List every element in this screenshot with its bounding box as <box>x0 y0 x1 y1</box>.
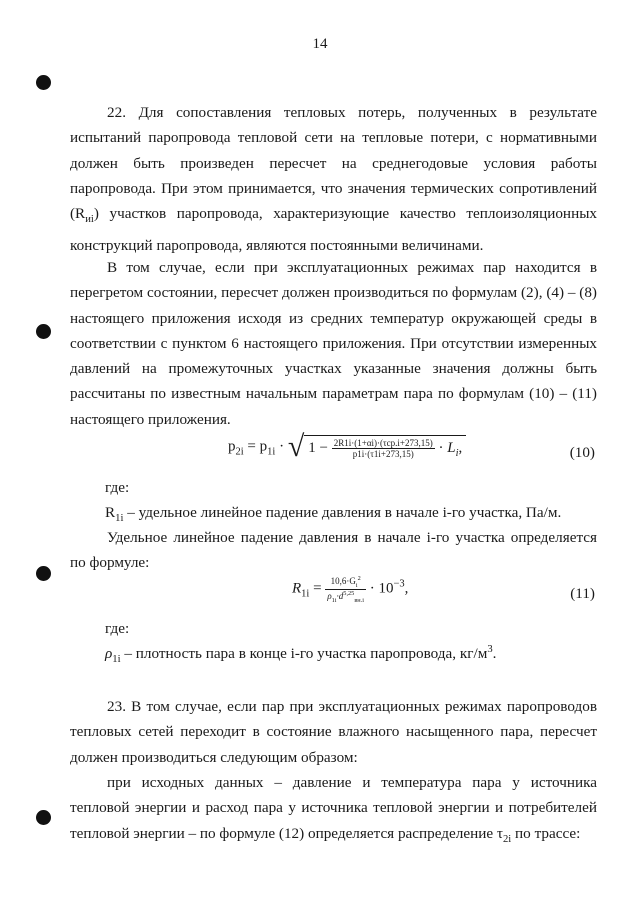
paragraph-23: 23. В том случае, если пар при эксплуатационных режимах паропроводов тепловых сетей переходит в состояние влажного насыщенного пара, пересчет должен производиться следующим образом: <box>70 698 597 766</box>
punch-hole-4 <box>36 810 51 825</box>
punch-hole-1 <box>36 75 51 90</box>
paragraph-22: 22. Для сопоставления тепловых потерь, полученных в результате испытаний паропровода тепловой сети на тепловые потери, с нормативными должен быть произведен пересчет на среднегодовые условия работы паропровода. При этом принимается, что значения термических сопротивлений $(R_{иi})$ участков паропровода, характеризующие качество теплоизоляционных конструкций паропровода, являются постоянными величинами. <box>70 104 597 254</box>
r1i-definition: $R_{1i}$ – удельное линейное падение давления в начале i-го участка, Па/м. <box>105 504 562 525</box>
rho-definition: $\rho_{1i}$ – плотность пара в конце i-го участка паропровода, $кг/м^3$. <box>105 644 497 666</box>
where-label-1: где: <box>105 479 130 496</box>
page-number: 14 <box>312 36 328 52</box>
paragraph-r-formula-intro: Удельное линейное падение давления в начале i-го участка определяется по формуле: <box>70 529 597 572</box>
paragraph-superheated-case: В том случае, если при эксплуатационных режимах пар находится в перегретом состоянии, пересчет должен производиться по формулам (2), (4) – (8) настоящего приложения исходя из средних температур окружающей среды в соответствии с пунктом 6 настоящего приложения. При отсутствии измеренных давлений на промежуточных участках указанные значения должны быть рассчитаны по известным начальным параметрам пара по формулам (10) – (11) настоящего приложения. <box>70 259 597 428</box>
equation-number-11: (11) <box>570 585 595 602</box>
equation-number-10: (10) <box>569 444 595 461</box>
where-label-2: где: <box>105 620 130 637</box>
punch-hole-2 <box>36 324 51 339</box>
paragraph-initial-data: при исходных данных – давление и температура пара у источника тепловой энергии и расход пара у источника тепловой энергии и потребителей тепловой энергии – по формуле (12) определяется распределение $\tau_{2i}$ по трассе: <box>70 774 597 845</box>
formula-10: $p_{2i} = p_{1i}$ · √ 1 − $\frac{\text{2R1i·(1+αi)·(τср.i+273,15)}}{p1i\cdot(\tau 1i+273,15)}$ · $L_i$, <box>228 432 466 462</box>
punch-hole-3 <box>36 566 51 581</box>
formula-11: $R_{1i}$ = $\frac{10,6\cdot G_i^2}{\rho_{1i}\cdot d^{5,25}_{вн.i}}$ · $10^{-3}$, <box>292 575 409 604</box>
